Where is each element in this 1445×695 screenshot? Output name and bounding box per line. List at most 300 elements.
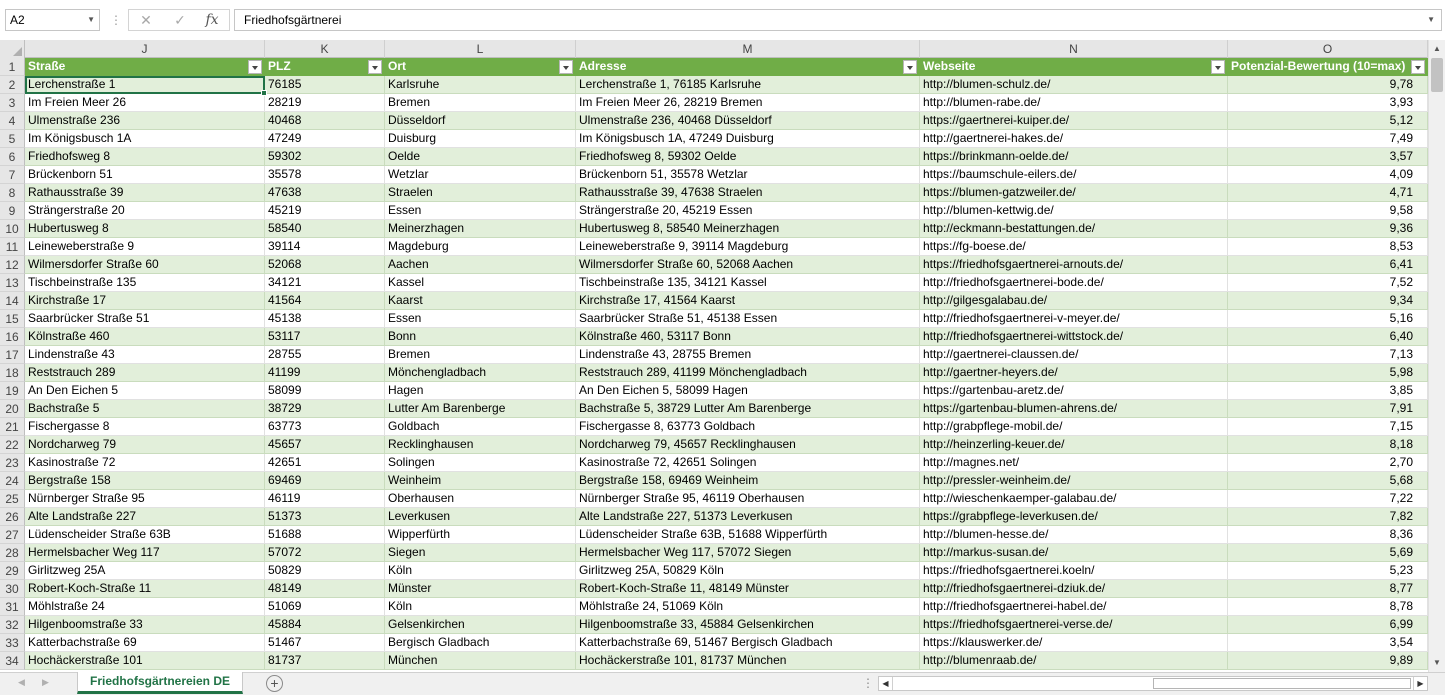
table-cell[interactable] <box>576 364 920 382</box>
table-cell[interactable] <box>576 580 920 598</box>
table-cell[interactable] <box>920 418 1228 436</box>
table-cell[interactable] <box>385 454 576 472</box>
column-header-k[interactable]: K <box>265 40 385 58</box>
cell-text: Saarbrücker Straße 51 <box>28 311 150 325</box>
table-cell[interactable] <box>25 202 265 220</box>
table-cell[interactable] <box>576 400 920 418</box>
table-cell[interactable] <box>920 220 1228 238</box>
table-cell[interactable] <box>265 112 385 130</box>
name-box-dropdown-icon[interactable]: ▼ <box>87 15 95 24</box>
cell-text: 5,98 <box>1389 365 1413 379</box>
table-cell[interactable] <box>920 580 1228 598</box>
table-cell[interactable] <box>265 76 385 94</box>
table-cell[interactable] <box>385 274 576 292</box>
add-sheet-icon[interactable]: + <box>266 675 283 692</box>
table-cell[interactable] <box>576 238 920 256</box>
table-cell[interactable] <box>25 472 265 490</box>
tab-split-grip-icon[interactable]: ⋮ <box>862 676 874 690</box>
table-cell[interactable] <box>25 130 265 148</box>
table-cell[interactable] <box>25 112 265 130</box>
filter-dropdown-icon[interactable] <box>1411 60 1425 74</box>
table-cell[interactable] <box>25 238 265 256</box>
scroll-down-icon[interactable]: ▼ <box>1433 658 1441 667</box>
cancel-icon[interactable]: ✕ <box>140 12 152 28</box>
select-all-button[interactable] <box>0 40 25 58</box>
table-cell[interactable] <box>385 526 576 544</box>
table-cell[interactable] <box>1228 274 1428 292</box>
cell-text: 8,78 <box>1389 599 1413 613</box>
table-cell[interactable] <box>25 490 265 508</box>
row-number[interactable]: 6 <box>0 148 25 166</box>
spreadsheet-grid[interactable] <box>0 40 1445 672</box>
table-cell[interactable] <box>265 346 385 364</box>
table-cell[interactable] <box>920 310 1228 328</box>
table-cell[interactable] <box>1228 292 1428 310</box>
table-cell[interactable] <box>385 616 576 634</box>
vertical-scroll-thumb[interactable] <box>1431 58 1443 92</box>
row-number[interactable]: 10 <box>0 220 25 238</box>
table-cell[interactable] <box>1228 112 1428 130</box>
row-number[interactable]: 18 <box>0 364 25 382</box>
filter-dropdown-icon[interactable] <box>903 60 917 74</box>
table-cell[interactable] <box>265 130 385 148</box>
scroll-right-icon[interactable]: ▶ <box>1413 677 1427 690</box>
table-cell[interactable] <box>265 202 385 220</box>
table-cell[interactable] <box>385 508 576 526</box>
row-number[interactable]: 21 <box>0 418 25 436</box>
table-cell[interactable] <box>265 436 385 454</box>
table-cell[interactable] <box>265 490 385 508</box>
table-cell[interactable] <box>385 130 576 148</box>
table-cell[interactable] <box>920 328 1228 346</box>
table-cell[interactable] <box>1228 454 1428 472</box>
cell-text: Hermelsbacher Weg 117 <box>28 545 160 559</box>
sheet-tab-friedhofsgaertnereien[interactable]: Friedhofsgärtnereien DE <box>77 672 243 694</box>
table-cell[interactable] <box>1228 508 1428 526</box>
table-cell[interactable] <box>1228 562 1428 580</box>
table-cell[interactable] <box>920 454 1228 472</box>
cell-text: Bachstraße 5, 38729 Lutter Am Barenberge <box>579 401 812 415</box>
cell-text: 28219 <box>268 95 302 109</box>
table-cell[interactable] <box>385 292 576 310</box>
table-cell[interactable] <box>576 328 920 346</box>
header-cell[interactable] <box>576 58 920 76</box>
expand-formula-bar-icon[interactable]: ▼ <box>1427 15 1435 24</box>
table-cell[interactable] <box>385 418 576 436</box>
row-number[interactable]: 31 <box>0 598 25 616</box>
table-cell[interactable] <box>1228 76 1428 94</box>
table-cell[interactable] <box>25 526 265 544</box>
table-cell[interactable] <box>1228 580 1428 598</box>
row-number[interactable]: 13 <box>0 274 25 292</box>
table-cell[interactable] <box>385 598 576 616</box>
table-cell[interactable] <box>25 94 265 112</box>
table-cell[interactable] <box>576 526 920 544</box>
table-cell[interactable] <box>265 508 385 526</box>
cell-text: Girlitzweg 25A <box>28 563 106 577</box>
row-number[interactable]: 3 <box>0 94 25 112</box>
table-cell[interactable] <box>920 364 1228 382</box>
table-cell[interactable] <box>576 472 920 490</box>
table-cell[interactable] <box>1228 94 1428 112</box>
table-cell[interactable] <box>576 418 920 436</box>
table-cell[interactable] <box>576 454 920 472</box>
row-number[interactable]: 26 <box>0 508 25 526</box>
table-cell[interactable] <box>25 418 265 436</box>
table-cell[interactable] <box>1228 184 1428 202</box>
table-cell[interactable] <box>25 292 265 310</box>
row-number[interactable]: 25 <box>0 490 25 508</box>
column-header-m[interactable]: M <box>576 40 920 58</box>
table-cell[interactable] <box>920 148 1228 166</box>
cell-text: Recklinghausen <box>388 437 474 451</box>
table-cell[interactable] <box>920 202 1228 220</box>
table-cell[interactable] <box>265 472 385 490</box>
table-cell[interactable] <box>920 544 1228 562</box>
table-cell[interactable] <box>25 634 265 652</box>
table-cell[interactable] <box>385 112 576 130</box>
table-cell[interactable] <box>576 346 920 364</box>
table-cell[interactable] <box>576 490 920 508</box>
table-cell[interactable] <box>576 508 920 526</box>
table-cell[interactable] <box>25 328 265 346</box>
row-number[interactable]: 5 <box>0 130 25 148</box>
filter-dropdown-icon[interactable] <box>368 60 382 74</box>
table-cell[interactable] <box>265 364 385 382</box>
table-cell[interactable] <box>576 274 920 292</box>
column-header-n[interactable]: N <box>920 40 1228 58</box>
table-cell[interactable] <box>265 580 385 598</box>
table-cell[interactable] <box>576 94 920 112</box>
table-cell[interactable] <box>25 364 265 382</box>
tab-scroll-left-icon[interactable]: ◀ <box>18 677 25 687</box>
table-cell[interactable] <box>25 580 265 598</box>
table-cell[interactable] <box>1228 634 1428 652</box>
table-cell[interactable] <box>1228 490 1428 508</box>
table-cell[interactable] <box>385 472 576 490</box>
table-cell[interactable] <box>1228 382 1428 400</box>
row-number[interactable]: 22 <box>0 436 25 454</box>
cell-text: Webseite <box>923 59 976 73</box>
table-cell[interactable] <box>265 454 385 472</box>
table-cell[interactable] <box>385 76 576 94</box>
table-row <box>0 76 1428 94</box>
table-cell[interactable] <box>25 148 265 166</box>
table-row <box>0 238 1428 256</box>
table-cell[interactable] <box>265 634 385 652</box>
table-cell[interactable] <box>920 184 1228 202</box>
table-cell[interactable] <box>265 526 385 544</box>
row-number[interactable]: 12 <box>0 256 25 274</box>
table-cell[interactable] <box>385 166 576 184</box>
cell-text: Im Freien Meer 26, 28219 Bremen <box>579 95 763 109</box>
table-cell[interactable] <box>920 616 1228 634</box>
table-cell[interactable] <box>920 112 1228 130</box>
table-cell[interactable] <box>25 274 265 292</box>
table-cell[interactable] <box>920 562 1228 580</box>
table-cell[interactable] <box>25 544 265 562</box>
table-cell[interactable] <box>920 166 1228 184</box>
column-header-o[interactable]: O <box>1228 40 1428 58</box>
row-number[interactable]: 19 <box>0 382 25 400</box>
table-cell[interactable] <box>385 220 576 238</box>
table-cell[interactable] <box>920 346 1228 364</box>
table-cell[interactable] <box>25 346 265 364</box>
table-cell[interactable] <box>1228 220 1428 238</box>
cell-text: Bergstraße 158 <box>28 473 111 487</box>
table-cell[interactable] <box>385 256 576 274</box>
table-cell[interactable] <box>25 220 265 238</box>
row-number[interactable]: 17 <box>0 346 25 364</box>
row-number[interactable]: 15 <box>0 310 25 328</box>
table-cell[interactable] <box>920 652 1228 670</box>
table-cell[interactable] <box>576 382 920 400</box>
table-cell[interactable] <box>385 346 576 364</box>
table-cell[interactable] <box>265 274 385 292</box>
header-cell[interactable] <box>265 58 385 76</box>
vertical-scrollbar[interactable] <box>1428 40 1445 672</box>
table-cell[interactable] <box>385 436 576 454</box>
table-cell[interactable] <box>1228 130 1428 148</box>
row-number[interactable]: 32 <box>0 616 25 634</box>
row-number[interactable]: 28 <box>0 544 25 562</box>
row-number[interactable]: 33 <box>0 634 25 652</box>
table-cell[interactable] <box>1228 364 1428 382</box>
confirm-icon[interactable]: ✓ <box>174 12 186 28</box>
row-number[interactable]: 20 <box>0 400 25 418</box>
table-cell[interactable] <box>385 580 576 598</box>
table-cell[interactable] <box>576 184 920 202</box>
name-box[interactable] <box>5 9 100 31</box>
table-cell[interactable] <box>576 634 920 652</box>
table-cell[interactable] <box>1228 598 1428 616</box>
table-cell[interactable] <box>1228 202 1428 220</box>
table-cell[interactable] <box>576 76 920 94</box>
table-cell[interactable] <box>385 148 576 166</box>
cell-text: An Den Eichen 5, 58099 Hagen <box>579 383 748 397</box>
table-cell[interactable] <box>920 292 1228 310</box>
header-cell[interactable] <box>25 58 265 76</box>
table-cell[interactable] <box>1228 472 1428 490</box>
cell-text: 47638 <box>268 185 302 199</box>
table-cell[interactable] <box>25 184 265 202</box>
table-row <box>0 220 1428 238</box>
row-number[interactable]: 1 <box>0 58 25 76</box>
cell-text: 7,49 <box>1389 131 1413 145</box>
table-cell[interactable] <box>265 292 385 310</box>
row-number[interactable]: 11 <box>0 238 25 256</box>
table-cell[interactable] <box>576 292 920 310</box>
row-number[interactable]: 4 <box>0 112 25 130</box>
header-cell[interactable] <box>385 58 576 76</box>
cell-text: Robert-Koch-Straße 11, 48149 Münster <box>579 581 789 595</box>
table-cell[interactable] <box>385 382 576 400</box>
cell-text: 8,18 <box>1389 437 1413 451</box>
table-cell[interactable] <box>576 220 920 238</box>
table-cell[interactable] <box>265 652 385 670</box>
table-cell[interactable] <box>920 238 1228 256</box>
table-cell[interactable] <box>576 202 920 220</box>
table-cell[interactable] <box>25 166 265 184</box>
table-cell[interactable] <box>576 148 920 166</box>
row-number[interactable]: 29 <box>0 562 25 580</box>
table-cell[interactable] <box>265 544 385 562</box>
table-cell[interactable] <box>265 256 385 274</box>
filter-dropdown-icon[interactable] <box>1211 60 1225 74</box>
table-cell[interactable] <box>385 310 576 328</box>
row-number[interactable]: 14 <box>0 292 25 310</box>
insert-function-icon[interactable]: fx <box>205 12 219 28</box>
table-cell[interactable] <box>920 436 1228 454</box>
table-cell[interactable] <box>385 490 576 508</box>
table-cell[interactable] <box>920 382 1228 400</box>
table-cell[interactable] <box>576 436 920 454</box>
table-cell[interactable] <box>576 652 920 670</box>
table-cell[interactable] <box>1228 310 1428 328</box>
row-number[interactable]: 34 <box>0 652 25 670</box>
formula-input[interactable] <box>234 9 1442 31</box>
table-cell[interactable] <box>576 256 920 274</box>
table-cell[interactable] <box>920 526 1228 544</box>
cell-text: 5,16 <box>1389 311 1413 325</box>
table-cell[interactable] <box>1228 616 1428 634</box>
table-cell[interactable] <box>385 652 576 670</box>
cell-text: 4,71 <box>1389 185 1413 199</box>
filter-dropdown-icon[interactable] <box>248 60 262 74</box>
row-number[interactable]: 8 <box>0 184 25 202</box>
table-cell[interactable] <box>576 598 920 616</box>
table-cell[interactable] <box>25 436 265 454</box>
table-cell[interactable] <box>385 328 576 346</box>
table-cell[interactable] <box>920 400 1228 418</box>
table-cell[interactable] <box>385 634 576 652</box>
table-cell[interactable] <box>1228 238 1428 256</box>
table-cell[interactable] <box>1228 148 1428 166</box>
row-number[interactable]: 27 <box>0 526 25 544</box>
table-cell[interactable] <box>265 310 385 328</box>
table-cell[interactable] <box>385 184 576 202</box>
table-cell[interactable] <box>920 76 1228 94</box>
table-cell[interactable] <box>265 220 385 238</box>
table-cell[interactable] <box>265 148 385 166</box>
scroll-left-icon[interactable]: ◀ <box>879 677 893 690</box>
row-number[interactable]: 7 <box>0 166 25 184</box>
table-cell[interactable] <box>265 400 385 418</box>
row-number[interactable]: 16 <box>0 328 25 346</box>
table-cell[interactable] <box>265 382 385 400</box>
table-cell[interactable] <box>25 76 265 94</box>
table-row <box>0 400 1428 418</box>
table-cell[interactable] <box>920 256 1228 274</box>
table-cell[interactable] <box>265 616 385 634</box>
column-header-l[interactable]: L <box>385 40 576 58</box>
header-cell[interactable] <box>920 58 1228 76</box>
table-cell[interactable] <box>265 418 385 436</box>
table-cell[interactable] <box>1228 346 1428 364</box>
table-cell[interactable] <box>385 364 576 382</box>
row-number[interactable]: 9 <box>0 202 25 220</box>
table-cell[interactable] <box>1228 544 1428 562</box>
table-cell[interactable] <box>385 238 576 256</box>
table-cell[interactable] <box>25 616 265 634</box>
table-cell[interactable] <box>920 94 1228 112</box>
table-cell[interactable] <box>265 166 385 184</box>
table-cell[interactable] <box>576 310 920 328</box>
table-cell[interactable] <box>920 490 1228 508</box>
cell-text: Hubertusweg 8 <box>28 221 109 235</box>
table-cell[interactable] <box>385 94 576 112</box>
table-cell[interactable] <box>576 562 920 580</box>
table-cell[interactable] <box>1228 166 1428 184</box>
table-cell[interactable] <box>265 328 385 346</box>
cell-text: http://gaertnerei-claussen.de/ <box>923 347 1079 361</box>
table-cell[interactable] <box>576 130 920 148</box>
table-cell[interactable] <box>1228 256 1428 274</box>
table-cell[interactable] <box>576 616 920 634</box>
table-cell[interactable] <box>385 400 576 418</box>
table-cell[interactable] <box>920 130 1228 148</box>
cell-text: Bremen <box>388 95 431 109</box>
column-header-j[interactable]: J <box>25 40 265 58</box>
row-number[interactable]: 2 <box>0 76 25 94</box>
table-cell[interactable] <box>265 94 385 112</box>
horizontal-scroll-thumb[interactable] <box>1153 678 1411 689</box>
table-cell[interactable] <box>25 598 265 616</box>
table-cell[interactable] <box>920 634 1228 652</box>
table-cell[interactable] <box>265 238 385 256</box>
table-cell[interactable] <box>920 274 1228 292</box>
table-cell[interactable] <box>385 544 576 562</box>
table-cell[interactable] <box>25 562 265 580</box>
row-number[interactable]: 24 <box>0 472 25 490</box>
horizontal-scrollbar[interactable] <box>878 676 1428 691</box>
table-cell[interactable] <box>265 184 385 202</box>
table-cell[interactable] <box>25 256 265 274</box>
row-number[interactable]: 23 <box>0 454 25 472</box>
table-cell[interactable] <box>265 562 385 580</box>
header-cell[interactable] <box>1228 58 1428 76</box>
table-cell[interactable] <box>920 598 1228 616</box>
cell-text: https://grabpflege-leverkusen.de/ <box>923 509 1098 523</box>
table-cell[interactable] <box>385 562 576 580</box>
table-cell[interactable] <box>920 472 1228 490</box>
filter-dropdown-icon[interactable] <box>559 60 573 74</box>
table-cell[interactable] <box>385 202 576 220</box>
table-cell[interactable] <box>25 310 265 328</box>
table-cell[interactable] <box>1228 328 1428 346</box>
table-cell[interactable] <box>1228 652 1428 670</box>
table-cell[interactable] <box>25 508 265 526</box>
table-cell[interactable] <box>25 382 265 400</box>
table-cell[interactable] <box>576 166 920 184</box>
table-cell[interactable] <box>1228 526 1428 544</box>
table-cell[interactable] <box>25 454 265 472</box>
table-cell[interactable] <box>1228 418 1428 436</box>
cell-text: http://grabpflege-mobil.de/ <box>923 419 1063 433</box>
tab-scroll-right-icon[interactable]: ▶ <box>42 677 49 687</box>
table-cell[interactable] <box>1228 436 1428 454</box>
table-cell[interactable] <box>576 112 920 130</box>
table-cell[interactable] <box>265 598 385 616</box>
table-cell[interactable] <box>25 400 265 418</box>
table-cell[interactable] <box>25 652 265 670</box>
table-cell[interactable] <box>920 508 1228 526</box>
cell-text: 35578 <box>268 167 302 181</box>
scroll-up-icon[interactable]: ▲ <box>1433 44 1441 53</box>
row-number[interactable]: 30 <box>0 580 25 598</box>
table-cell[interactable] <box>1228 400 1428 418</box>
table-cell[interactable] <box>576 544 920 562</box>
